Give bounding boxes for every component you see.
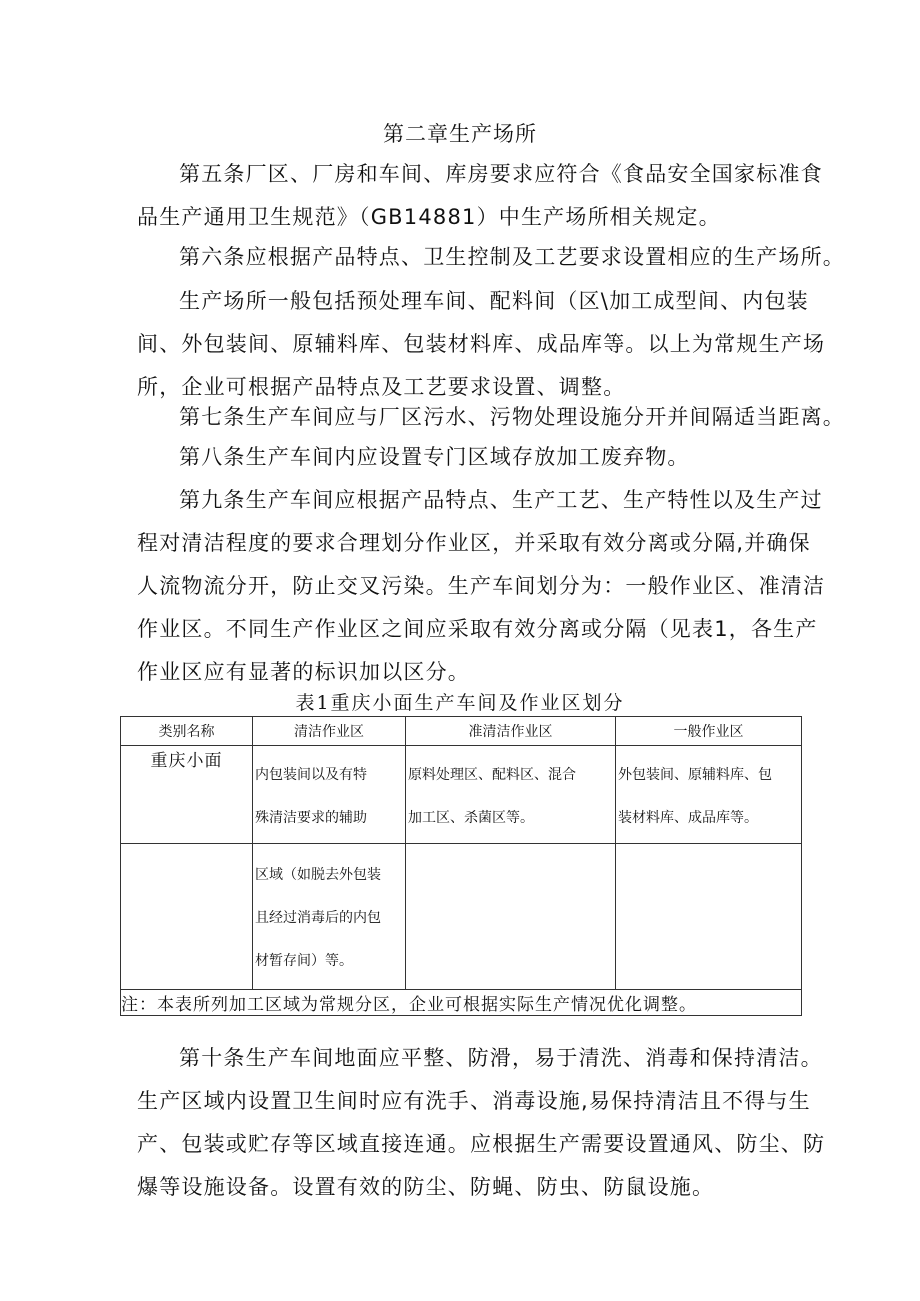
text-line: 人流物流分开，防止交叉污染。生产车间划分为：一般作业区、准清洁 <box>137 574 826 598</box>
table-note-row <box>121 990 802 1016</box>
header-general-area: 一般作业区 <box>616 717 802 746</box>
cell-line: 区域（如脱去外包装 <box>255 867 381 883</box>
semi-clean-area-cell <box>406 746 616 844</box>
text-line: 生产场所一般包括预处理车间、配料间（区\加工成型间、内包装 <box>179 289 809 313</box>
text-line: 第十条生产车间地面应平整、防滑，易于清洗、消毒和保持清洁。 <box>179 1046 823 1070</box>
cell-line: 材暂存间）等。 <box>255 953 353 969</box>
article-7 <box>137 396 845 439</box>
text-line: 第六条应根据产品特点、卫生控制及工艺要求设置相应的生产场所。 <box>179 245 845 269</box>
table-note: 注：本表所列加工区域为常规分区，企业可根据实际生产情况优化调整。 <box>121 990 802 1016</box>
region-name: 重庆小面 <box>121 746 253 844</box>
text-line: 产、包装或贮存等区域直接连通。应根据生产需要设置通风、防尘、防 <box>137 1132 826 1156</box>
text-line: 间、外包装间、原辅料库、包装材料库、成品库等。以上为常规生产场 <box>137 332 826 356</box>
article-9 <box>137 479 826 694</box>
table-row <box>121 844 802 990</box>
text-line: 第七条生产车间应与厂区污水、污物处理设施分开并间隔适当距离。 <box>179 405 845 429</box>
empty-cell <box>406 844 616 990</box>
article-8 <box>137 436 809 479</box>
text-line: 第八条生产车间内应设置专门区域存放加工废弃物。 <box>179 445 690 469</box>
header-clean-area: 清洁作业区 <box>253 717 406 746</box>
text-line: 作业区应有显著的标识加以区分。 <box>137 660 470 684</box>
text-line: 爆等设施设备。设置有效的防尘、防蝇、防虫、防鼠设施。 <box>137 1175 715 1199</box>
chapter-title: 第二章生产场所 <box>383 122 537 146</box>
cell-line: 加工区、杀菌区等。 <box>408 810 534 826</box>
table-caption: 表1重庆小面生产车间及作业区划分 <box>295 692 625 714</box>
header-semi-clean-area: 准清洁作业区 <box>406 717 616 746</box>
text-line: 第九条生产车间应根据产品特点、生产工艺、生产特性以及生产过 <box>179 488 823 512</box>
table-row <box>121 746 802 844</box>
cell-line: 且经过消毒后的内包 <box>255 910 381 926</box>
text-line: 品生产通用卫生规范》（GB14881）中生产场所相关规定。 <box>137 205 721 229</box>
article-5 <box>137 153 823 239</box>
cell-line: 内包装间以及有特 <box>255 767 367 783</box>
header-category: 类别名称 <box>121 717 253 746</box>
text-line: 第五条厂区、厂房和车间、库房要求应符合《食品安全国家标准食 <box>179 162 823 186</box>
text-line: 所，企业可根据产品特点及工艺要求设置、调整。 <box>137 375 626 399</box>
text-line: 程对清洁程度的要求合理划分作业区，并采取有效分离或分隔,并确保 <box>137 531 811 555</box>
table-header-row <box>121 717 802 746</box>
cell-line: 殊清洁要求的辅助 <box>255 810 367 826</box>
article-6 <box>137 236 845 279</box>
general-area-cell <box>616 746 802 844</box>
empty-cell <box>121 844 253 990</box>
cell-line: 装材料库、成品库等。 <box>618 810 758 826</box>
text-line: 生产区域内设置卫生间时应有洗手、消毒设施,易保持清洁且不得与生 <box>137 1089 811 1113</box>
work-area-table <box>120 716 802 1016</box>
cell-line: 原料处理区、配料区、混合 <box>408 767 576 783</box>
cell-line: 外包装间、原辅料库、包 <box>618 767 772 783</box>
article-10 <box>137 1037 826 1209</box>
empty-cell <box>616 844 802 990</box>
clean-area-cell <box>253 844 406 990</box>
clean-area-cell <box>253 746 406 844</box>
production-sites-paragraph <box>137 280 826 409</box>
text-line: 作业区。不同生产作业区之间应采取有效分离或分隔（见表1，各生产 <box>137 617 818 641</box>
